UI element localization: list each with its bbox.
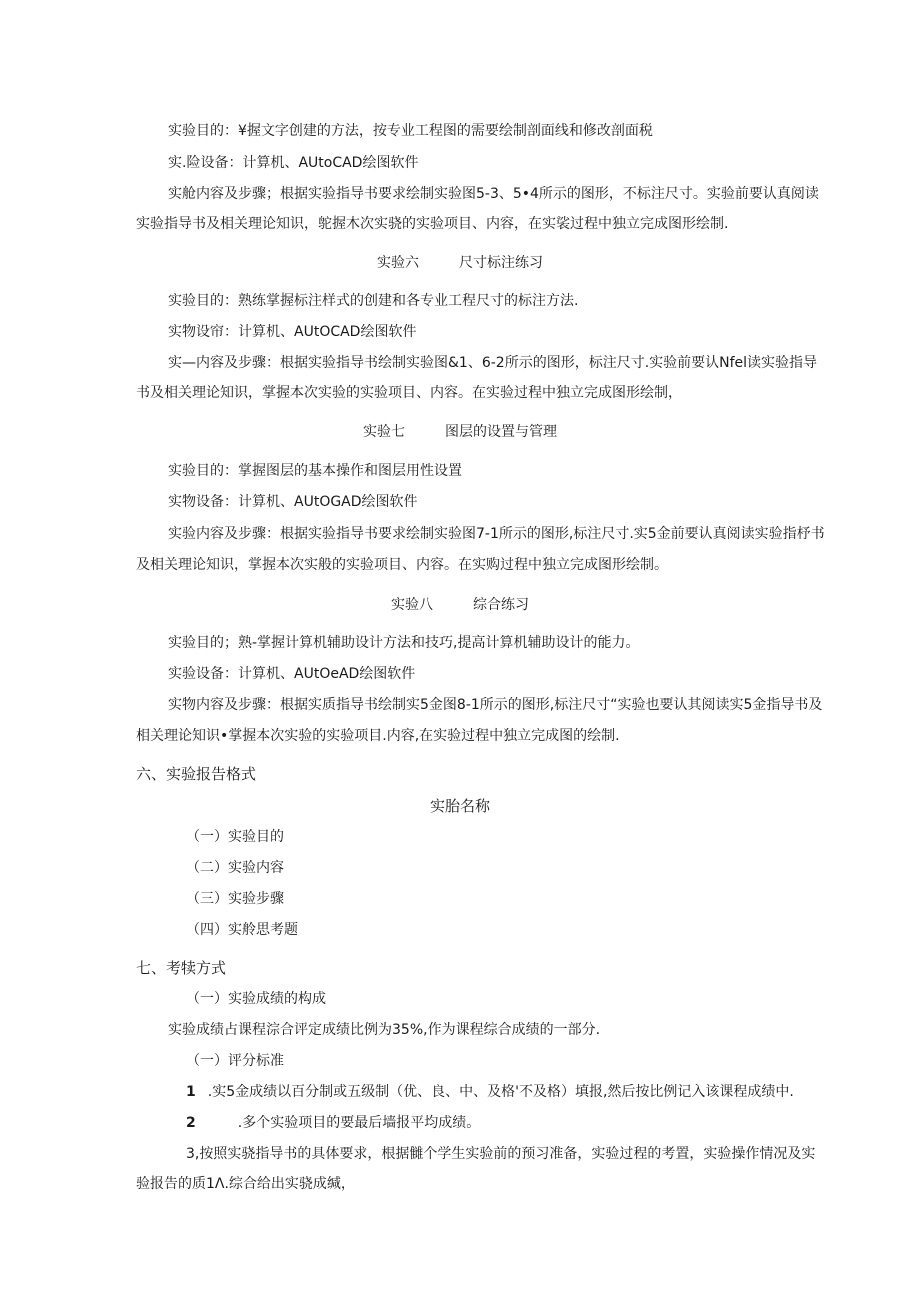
- exp7-content-line1: 实验内容及步骤：根据实验指导书要求绘制实验图7-1所示的图形,标注尺寸.实5金前要认真阅读实验指杼书: [168, 526, 825, 542]
- exp8-equipment: 实验设备：计算机、AUtOeAD绘图软件: [168, 666, 416, 682]
- exp8-name: 综合练习: [473, 597, 529, 613]
- exp6-equipment: 实物设帘：计算机、AUtOCAD绘图软件: [168, 324, 417, 340]
- exp5-content-line2: 实验指导书及相关理论知识，鸵握木次实骁的实验项目、内容，在实裟过程中独立完成图形绘制.: [136, 216, 729, 232]
- exp5-equipment: 实.险设备：计算机、AUtoCAD绘图软件: [168, 155, 419, 171]
- exp6-content-line1: 实—内容及步骤：根据实验指导书绘制实验图&1、6-2所示的图形，标注尺寸.实验前要认Nfel读实验指导: [168, 355, 818, 371]
- exp6-number: 实验六: [377, 255, 419, 271]
- grading-rule-1: [186, 1082, 794, 1102]
- exp8-title: [0, 595, 920, 615]
- report-item-3: （三）实验步骤: [186, 891, 284, 907]
- exp8-content-line2: 相关理论知识•掌握本次实验的实验项目.内容,在实验过程中独立完成图的绘制.: [136, 728, 620, 744]
- exp6-name: 尺寸标注练习: [459, 255, 543, 271]
- exp7-equipment: 实物设备：计算机、AUtOGAD绘图软件: [168, 494, 418, 510]
- grade-composition-text: 实验成绩占课程淙合评定成绩比例为35%,作为课程综合成绩的一部分.: [168, 1022, 601, 1038]
- grading-rule-2: [186, 1113, 480, 1133]
- grading-rule-2-number: 2: [186, 1115, 196, 1131]
- grading-rule-1-text: .实5金成绩以百分制或五级制（优、良、中、及格'不及格）填报,然后按比例记入该课程成绩中.: [207, 1084, 794, 1100]
- exp7-number: 实验七: [363, 424, 405, 440]
- grading-rule-2-text: .多个实验项目的要最后墙报平均成绩。: [237, 1115, 481, 1131]
- report-item-2: （二）实验内容: [186, 860, 284, 876]
- exp6-content-line2: 书及相关理论知识，掌握本次实验的实验项目、内容。在实验过程中独立完成图形绘制，: [136, 385, 682, 401]
- grading-standard-heading: （一）评分标准: [186, 1053, 284, 1069]
- report-item-1: （一）实验目的: [186, 829, 284, 845]
- report-item-4: （四）实舲思考题: [186, 922, 298, 938]
- grading-rule-3-line2: 验报告的质1Λ.综合给出实骁成缄，: [136, 1176, 355, 1192]
- grading-rule-3-line1: 3,按照实骁指导书的具体要求，根据雠个学生实验前的预习准备，实验过程的考置，实验操作情况及实: [186, 1146, 816, 1162]
- exp8-purpose: 实验目的；熟-掌握计算机辅助设计方法和技巧,提高计算机辅助设计的能力。: [168, 635, 640, 651]
- exp8-number: 实验八: [391, 597, 433, 613]
- report-title: 实胎名称: [429, 797, 490, 815]
- grading-rule-1-number: 1: [186, 1084, 196, 1100]
- exp6-title: [0, 253, 920, 273]
- exp7-content-line2: 及相关理论知识，掌握本次实般的实验项目、内容。在实购过程中独立完成图形绘制。: [136, 557, 668, 573]
- section6-heading: 六、实验报告格式: [136, 765, 257, 783]
- exp8-content-line1: 实物内容及步骤：根据实质指导书绘制实5金图8-1所示的图形,标注尺寸“实验也要认其阅读实5金指导书及: [168, 697, 823, 713]
- exp7-title: [0, 422, 920, 442]
- exp5-purpose: 实验目的：¥握文字创建的方法，按专业工程图的需要绘制剖面线和修改剖面税: [168, 123, 653, 139]
- grade-composition-heading: （一）实验成绩的构成: [186, 991, 326, 1007]
- exp7-name: 图层的设置与管理: [445, 424, 557, 440]
- section7-heading: 七、考犊方式: [136, 959, 227, 977]
- exp5-content-line1: 实舱内容及步骤；根据实验指导书要求绘制实验图5-3、5•4所示的图形，不标注尺寸。实验前要认真阅读: [168, 186, 819, 202]
- exp7-purpose: 实验目的：掌握图层的基本操作和图层用性设置: [168, 463, 462, 479]
- exp6-purpose: 实验目的：熟练掌握标注样式的创建和各专业工程尺寸的标注方法.: [168, 293, 579, 309]
